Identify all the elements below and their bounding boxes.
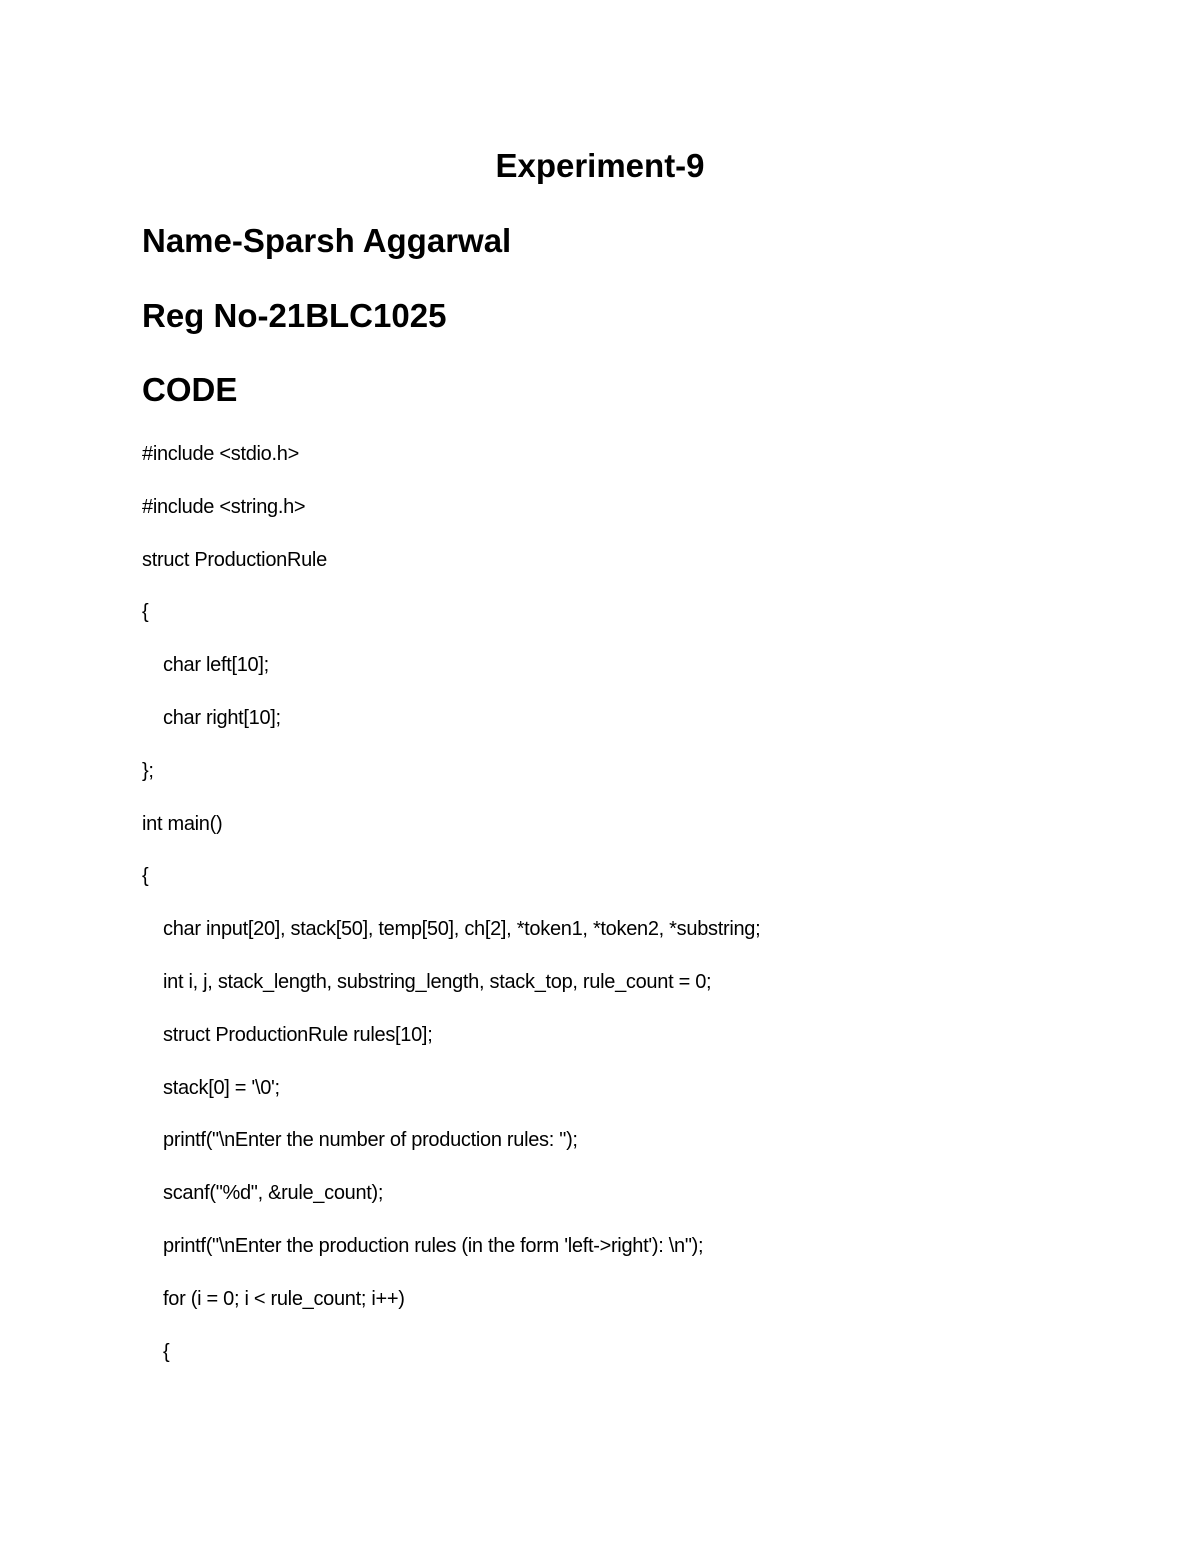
- code-line: char right[10];: [142, 706, 281, 729]
- code-line: int i, j, stack_length, substring_length, stack_top, rule_count = 0;: [142, 970, 712, 993]
- registration-number: Reg No-21BLC1025: [142, 297, 447, 334]
- code-line: };: [142, 759, 154, 782]
- code-line: char input[20], stack[50], temp[50], ch[2], *token1, *token2, *substring;: [142, 918, 761, 941]
- code-line: printf("\nEnter the production rules (in the form 'left->right'): \n");: [142, 1234, 704, 1257]
- document-title: Experiment-9: [495, 147, 705, 184]
- code-line: struct ProductionRule rules[10];: [142, 1023, 433, 1046]
- student-name: Name-Sparsh Aggarwal: [142, 222, 512, 259]
- code-line: {: [142, 601, 149, 624]
- code-line: {: [142, 865, 149, 888]
- code-line: #include <string.h>: [142, 495, 306, 518]
- code-line: struct ProductionRule: [142, 548, 327, 571]
- code-line: stack[0] = '\0';: [142, 1076, 280, 1099]
- code-heading: CODE: [142, 371, 238, 408]
- code-line: for (i = 0; i < rule_count; i++): [142, 1287, 405, 1310]
- code-line: scanf("%d", &rule_count);: [142, 1182, 384, 1205]
- code-line: {: [142, 1340, 170, 1363]
- code-line: char left[10];: [142, 654, 269, 677]
- code-listing: [142, 438, 760, 1388]
- code-line: int main(): [142, 812, 223, 835]
- code-line: #include <stdio.h>: [142, 443, 299, 465]
- code-line: printf("\nEnter the number of production rules: ");: [142, 1129, 578, 1152]
